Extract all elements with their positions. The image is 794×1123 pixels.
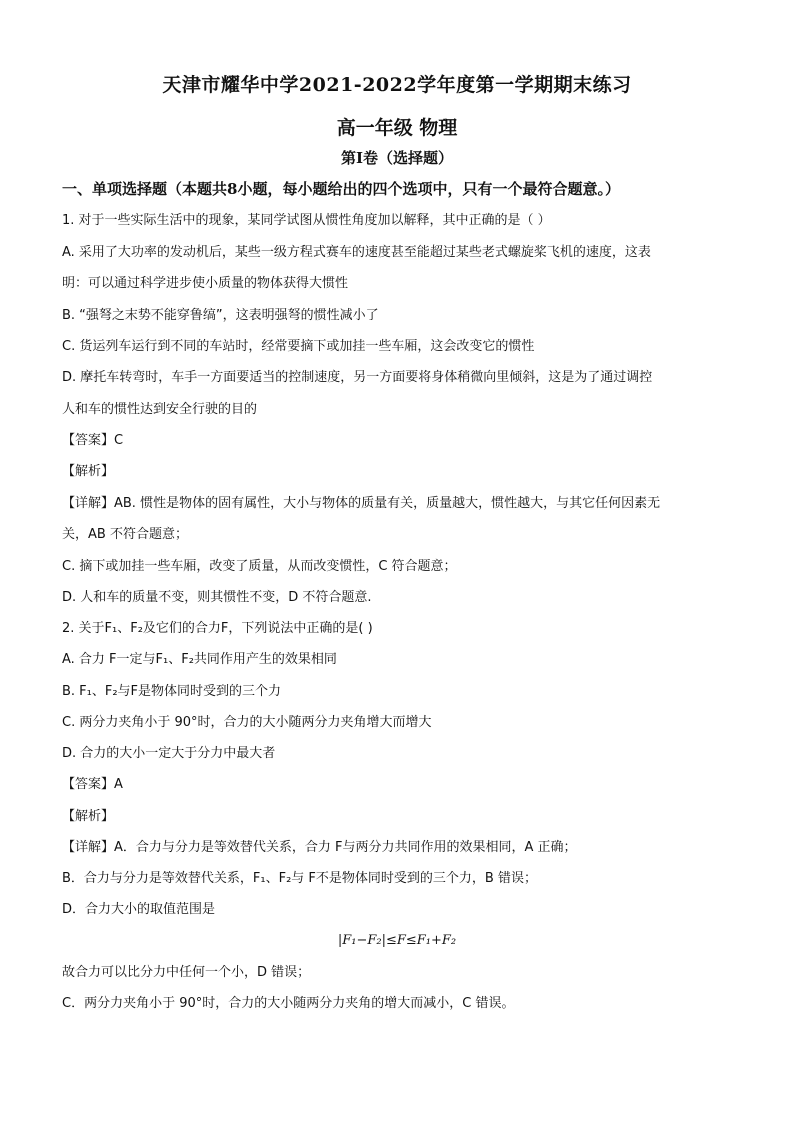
q1-detail-line1: 【详解】AB. 惯性是物体的固有属性，大小与物体的质量有关，质量越大，惯性越大，与其它任何因素无	[62, 496, 661, 511]
q2-detail-line3: D．合力大小的取值范围是	[62, 902, 216, 917]
q1-option-d-line2: 人和车的惯性达到安全行驶的目的	[62, 402, 258, 417]
q2-formula: |F₁−F₂|≤F≤F₁+F₂	[337, 933, 457, 948]
volume-label: 第Ⅰ卷（选择题）	[340, 149, 454, 167]
q2-detail-line1: 【详解】A．合力与分力是等效替代关系，合力 F与两分力共同作用的效果相同，A 正确；	[62, 840, 577, 855]
q2-option-d: D. 合力的大小一定大于分力中最大者	[62, 746, 276, 761]
q1-stem: 1. 对于一些实际生活中的现象，某同学试图从惯性角度加以解释，其中正确的是（ ）	[62, 213, 551, 228]
q1-detail-line2: 关，AB 不符合题意；	[62, 527, 188, 542]
q2-option-a: A. 合力 F一定与F₁、F₂共同作用产生的效果相同	[62, 652, 337, 667]
q1-option-a-line2: 明：可以通过科学进步使小质量的物体获得大惯性	[62, 276, 349, 291]
q2-stem: 2. 关于F₁、F₂及它们的合力F，下列说法中正确的是( )	[62, 621, 373, 636]
q1-option-b: B. “强弩之末势不能穿鲁缟”，这表明强弩的惯性减小了	[62, 308, 379, 323]
q1-detail-line3: C. 摘下或加挂一些车厢，改变了质量，从而改变惯性，C 符合题意；	[62, 559, 457, 574]
q2-option-c: C. 两分力夹角小于 90°时，合力的大小随两分力夹角增大而增大	[62, 715, 432, 730]
q1-option-a-line1: A. 采用了大功率的发动机后，某些一级方程式赛车的速度甚至能超过某些老式螺旋桨飞机的速度，这表	[62, 245, 651, 260]
exam-subtitle: 高一年级 物理	[336, 117, 458, 139]
q2-detail-line2: B．合力与分力是等效替代关系，F₁、F₂与 F不是物体同时受到的三个力，B 错误；	[62, 871, 537, 886]
exam-title: 天津市耀华中学2021-2022学年度第一学期期末练习	[162, 74, 632, 96]
section-heading: 一、单项选择题（本题共8小题，每小题给出的四个选项中，只有一个最符合题意。）	[62, 180, 620, 198]
q2-detail-line4: 故合力可以比分力中任何一个小，D 错误；	[62, 965, 311, 980]
q2-option-b: B. F₁、F₂与F是物体同时受到的三个力	[62, 684, 282, 699]
q1-option-c: C. 货运列车运行到不同的车站时，经常要摘下或加挂一些车厢，这会改变它的惯性	[62, 339, 535, 354]
q1-detail-line4: D. 人和车的质量不变，则其惯性不变，D 不符合题意.	[62, 590, 372, 605]
q1-analysis-label: 【解析】	[62, 464, 115, 479]
q1-answer: 【答案】C	[62, 433, 124, 448]
q2-analysis-label: 【解析】	[62, 809, 115, 824]
q1-option-d-line1: D. 摩托车转弯时，车手一方面要适当的控制速度，另一方面要将身体稍微向里倾斜，这是为了通过调控	[62, 370, 653, 385]
q2-detail-line5: C．两分力夹角小于 90°时，合力的大小随两分力夹角的增大而减小，C 错误。	[62, 996, 515, 1011]
q2-answer: 【答案】A	[62, 777, 123, 792]
